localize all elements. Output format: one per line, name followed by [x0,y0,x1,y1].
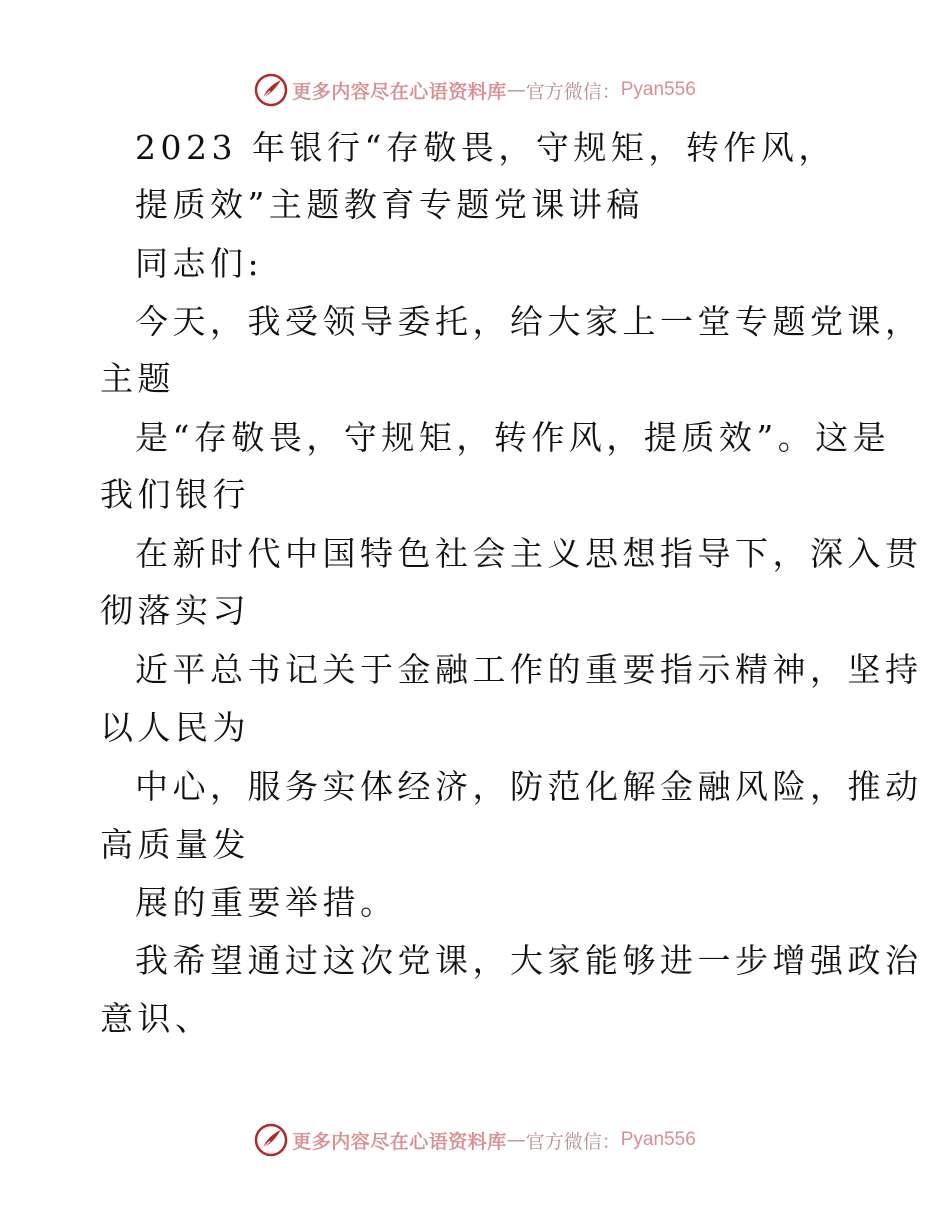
body-line: 中心，服务实体经济，防范化解金融风险，推动 [135,767,923,806]
salutation: 同志们: [135,244,264,283]
body-line: 彻落实习 [100,591,250,630]
body-line: 我们银行 [100,475,250,514]
body-line: 主题 [100,359,175,398]
body-line: 近平总书记关于金融工作的重要指示精神，坚持 [135,650,923,689]
doc-title-line-2: 提质效”主题教育专题党课讲稿 [135,185,644,224]
body-line: 今天，我受领导委托，给大家上一堂专题党课， [135,302,923,341]
quill-logo-icon [254,1123,288,1157]
watermark-separator: — [506,1129,526,1151]
body-line: 在新时代中国特色社会主义思想指导下，深入贯 [135,534,923,573]
body-line: 意识、 [100,999,213,1038]
body-line: 我希望通过这次党课，大家能够进一步增强政治 [135,941,923,980]
body-line: 高质量发 [100,825,250,864]
watermark-wechat-label: 官方微信： [525,1130,621,1153]
watermark-wechat-id: Pyan556 [620,79,696,100]
body-line: 展的重要举措。 [135,883,398,922]
footer-watermark [0,1120,950,1160]
watermark-separator: — [506,79,526,101]
watermark-text: 更多内容尽在心语资料库 [292,1130,507,1153]
doc-title-line-1: 2023 年银行“存敬畏，守规矩，转作风， [135,128,836,167]
body-line: 是“存敬畏，守规矩，转作风，提质效”。这是 [135,418,891,457]
watermark-text: 更多内容尽在心语资料库 [292,80,507,103]
watermark-wechat-id: Pyan556 [620,1129,696,1150]
watermark-wechat-label: 官方微信： [525,80,621,103]
body-line: 以人民为 [100,708,250,747]
